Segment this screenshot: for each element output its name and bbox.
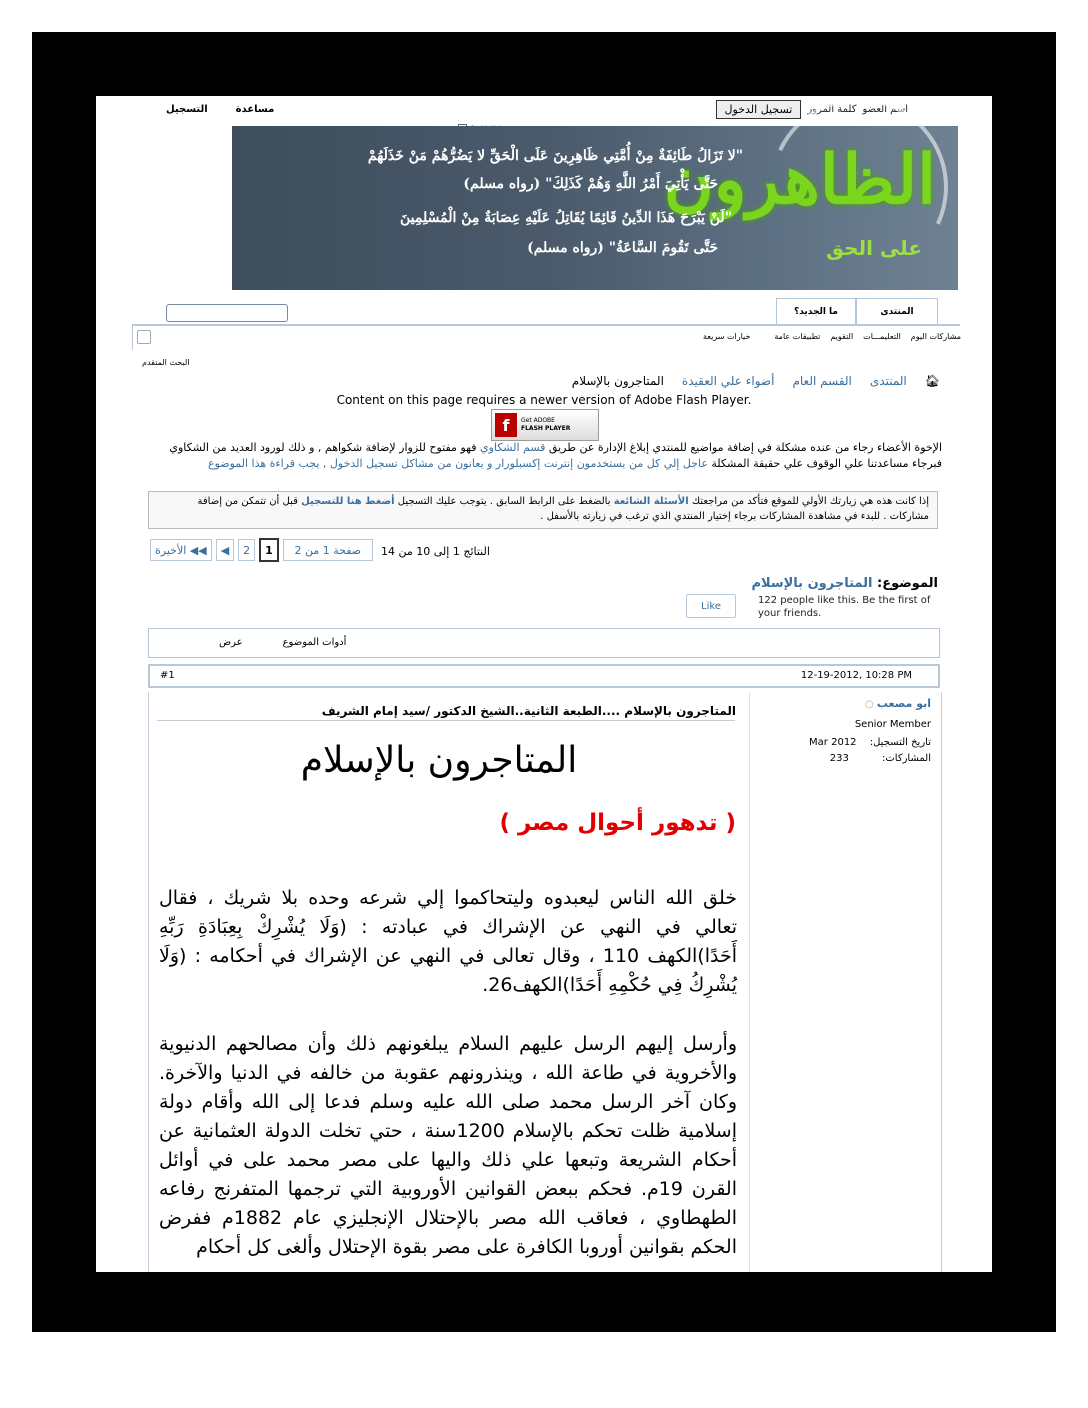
site-banner[interactable] (232, 126, 958, 290)
topic-label: الموضوع: (877, 576, 938, 591)
topic-heading (751, 576, 938, 591)
page-info[interactable]: صفحة 1 من 2 (283, 539, 373, 561)
username-link[interactable]: ابو مصعب (876, 697, 931, 710)
hadith-line: "لا تَزَالُ طَائِفَةٌ مِنْ أُمَّتِي ظَاهِرِينَ عَلَى الْحَقِّ لا يَضُرُّهُمْ مَنْ خَذَلَهُمْ (367, 148, 743, 164)
breadcrumb (572, 374, 940, 388)
post-paragraph: خلق الله الناس ليعبدوه وليتحاكموا إلي شرعه وحده بلا شريك ، فقال تعالي في النهي عن الإشراك في عبادته : (وَلَا يُشْرِكْ بِعِبَادَةِ رَبِّهِ أَحَدًا)الكهف 110 ، وقال تعالى في النهي عن الإشراك في أحكامه : (وَلَا يُشْرِكُ فِي حُكْمِهِ أَحَدًا)الكهف26. (159, 887, 737, 996)
post-body (148, 692, 942, 1272)
breadcrumb-forum[interactable]: المنتدى (869, 374, 907, 388)
thread-tools-menu[interactable]: أدوات الموضوع (282, 637, 347, 648)
pagination (150, 538, 373, 562)
home-icon[interactable]: 🏠︎ (924, 374, 940, 388)
post-big-title: المتاجرون بالإسلام (300, 740, 578, 781)
flash-message: Content on this page requires a newer version of Adobe Flash Player. (336, 393, 752, 407)
search-input[interactable] (166, 304, 288, 322)
join-date-label: تاريخ التسجيل: (869, 737, 931, 748)
welcome-box: إذا كانت هذه هي زيارتك الأولي للموقع فتأكد من مراجعتك الأسئلة الشائعة بالضغط على الرابط السابق . يتوجب عليك التسجيل أضغط هنا للتسجيل قبل أن تتمكن من إضافة مشاركات . للبدء في مشاهدة المشاركات برجاء إختيار المنتدي الذي ترغب في زيارته بالأسفل . (148, 491, 938, 529)
search-icon[interactable] (137, 330, 151, 344)
sub-navigation (132, 326, 961, 350)
like-count: 122 people like this. Be the first of your friends. (758, 595, 931, 619)
header-links (166, 104, 274, 115)
like-button[interactable]: Like (686, 594, 736, 618)
nav-tabs (156, 296, 936, 326)
post-red-title: ( تدهور أحوال مصر ) (499, 810, 736, 836)
notice-text: الإخوة الأعضاء رجاء من عنده مشكلة في إضافة مواضيع للمنتدي إبلاغ الإدارة عن طريق قسم الشكاوي فهو مفتوح للزوار لإضافة شكواهم , و ذلك لورود العديد من الشكاوي فبرجاء مساعدتنا علي الوقوف علي حقيقة المشكلة عاجل إلي كل من يستخدمون إنترنت إكسبلورار و يعانون من مشاكل تسجيل الدخول , يجب قراءة هذا الموضوع (169, 441, 942, 470)
help-link[interactable]: مساعدة (235, 104, 275, 115)
display-menu[interactable]: عرض (219, 637, 243, 648)
post-title: المتاجرون بالإسلام ....الطبعة الثانية..الشيخ الدكتور /سيد إمام الشريف (321, 704, 736, 718)
page-1-button[interactable]: 1 (259, 538, 279, 562)
results-count: النتائج 1 إلى 10 من 14 (381, 545, 490, 558)
post-date: 12-19-2012, 10:28 PM (800, 670, 912, 681)
register-here-link[interactable]: أضغط هنا للتسجيل (301, 496, 395, 507)
post-number[interactable]: #1 (160, 670, 175, 681)
hadith-line: حَتَّى تَقُومَ السَّاعَةُ" (رواه مسلم) (527, 240, 718, 256)
advanced-search-link[interactable]: البحث المتقدم (142, 358, 190, 367)
flash-icon: f (495, 413, 517, 437)
page-2-button[interactable]: 2 (238, 539, 255, 561)
ie-login-link[interactable]: عاجل إلي كل من يستخدمون إنترنت إكسبلورار و يعانون من مشاكل تسجيل الدخول , يجب قراءة هذا الموضوع (208, 457, 708, 470)
complaints-link[interactable]: قسم الشكاوي (479, 441, 546, 454)
sub-nav-todays-posts[interactable]: مشاركات اليوم (910, 332, 961, 341)
hadith-line: حَتَّى يَأْتِيَ أَمْرُ اللَّهِ وَهُمْ كَذَلِكَ" (رواه مسلم) (463, 176, 718, 192)
sub-nav-calendar[interactable]: التقويم (830, 332, 854, 341)
password-label[interactable]: كلمة المرور (807, 104, 857, 115)
sub-nav-faq[interactable]: التعليمـــات (863, 332, 901, 341)
thread-tools-bar (148, 628, 940, 658)
post-header (148, 664, 940, 688)
breadcrumb-current: المتاجرون بالإسلام (571, 374, 664, 388)
offline-icon: ○ (864, 699, 874, 710)
posts-count-label: المشاركات: (882, 753, 931, 764)
forum-page (96, 96, 992, 1272)
last-page-button[interactable]: الأخيرة ◀◀ (150, 539, 212, 561)
user-rank: Senior Member (854, 719, 931, 730)
tab-whats-new[interactable]: ما الجديد؟ (776, 298, 856, 325)
sub-nav-quick-options[interactable]: خيارات سريعة (702, 332, 751, 341)
post-divider (749, 692, 750, 1272)
posts-count-value: 233 (829, 753, 849, 764)
post-paragraph: وأرسل إليهم الرسل عليهم السلام يبلغونهم ذلك وأن مصالحهم الدنيوية والأخروية في طاعة الله ، وينذرونهم عقوبة من خالفه في الدنيا والآخرة. وكان آخر الرسل محمد صلى الله عليه وسلم فدعا إلى الله وأقام دولة إسلامية ظلت تحكم بالإسلام 1200سنة ، حتي تخلت الدولة العثمانية عن أحكام الشريعة وتبعها علي ذلك واليها على مصر محمد على في أوائل القرن 19م. فحكم ببعض القوانين الأوروبية التي ترجمها المتفرنج رفاعه الطهطاوي ، فعاقب الله مصر بالإحتلال الإنجليزي عام 1882م ففرض الحكم بقوانين أوروبا الكافرة على مصر بقوة الإحتلال وألغى كل أحكام (159, 1033, 738, 1258)
prev-page-button[interactable]: ◀ (216, 539, 234, 561)
user-info (751, 696, 931, 767)
topic-title[interactable]: المتاجرون بالإسلام (751, 576, 873, 591)
breadcrumb-general[interactable]: القسم العام (792, 374, 852, 388)
username-label[interactable]: اسم العضو (862, 104, 908, 115)
post-title-rule (157, 720, 735, 721)
site-logo-subtitle: على الحق (826, 236, 922, 260)
hadith-line: "لَنْ يَبْرَحَ هَذَا الدِّينُ قَائِمًا يُقَاتِلُ عَلَيْهِ عِصَابَةٌ مِنْ الْمُسْلِمِينَ (400, 210, 732, 226)
sub-nav-apps[interactable]: تطبيقات عامة (774, 332, 821, 341)
faq-link[interactable]: الأسئلة الشائعة (613, 496, 689, 507)
flash-button-text: Get ADOBE FLASH PLAYER (521, 417, 571, 432)
sub-nav-items (703, 332, 961, 341)
breadcrumb-aqeedah[interactable]: أضواء علي العقيدة (681, 374, 775, 388)
login-button[interactable]: تسجيل الدخول (716, 100, 802, 119)
join-date-value: Mar 2012 (809, 737, 857, 748)
register-link[interactable]: التسجيل (166, 104, 208, 115)
get-flash-button[interactable] (491, 409, 599, 441)
tab-forum[interactable]: المنتدى (856, 298, 938, 325)
site-logo: الظاهرون (663, 140, 936, 220)
